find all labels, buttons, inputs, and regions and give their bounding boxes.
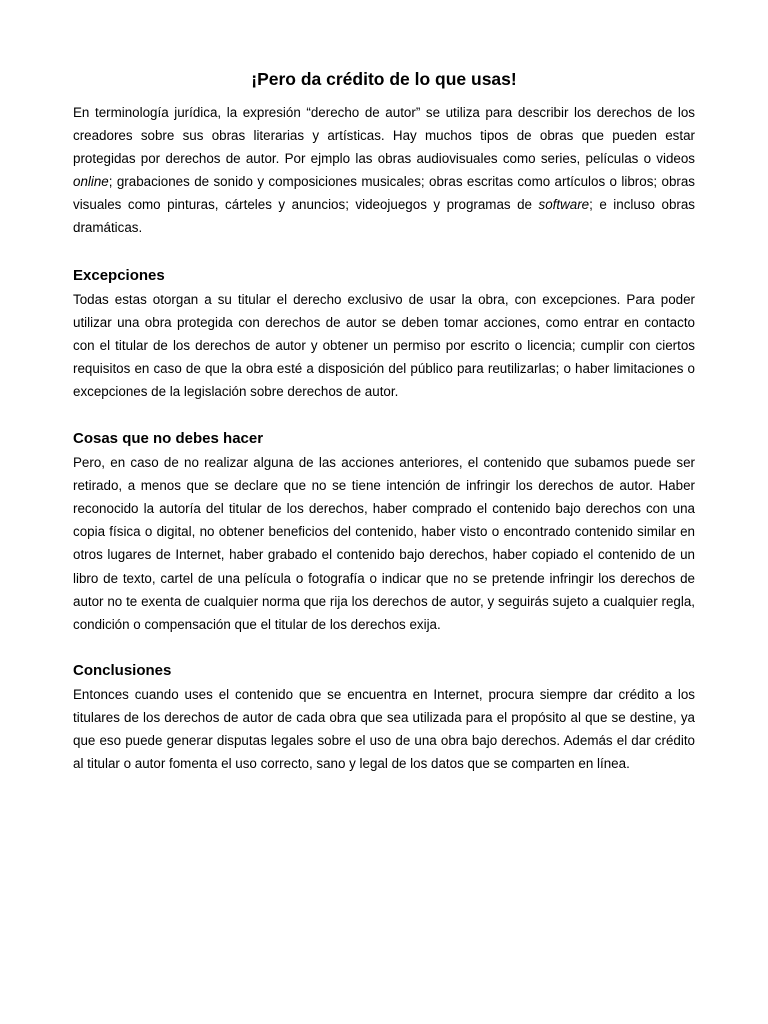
section-heading-conclusiones: Conclusiones [73, 661, 172, 679]
section-excepciones [73, 265, 695, 403]
intro-text-2: ; grabaciones de sonido y composiciones musicales; obras escritas como artículos o libros; obras visuales como pinturas, cárteles y anuncios; videojuegos y programas de [73, 174, 695, 213]
section-body-cosas-que-no-debes-hacer: Pero, en caso de no realizar alguna de las acciones anteriores, el contenido que subamos puede ser retirado, a menos que se declare que no se tiene intención de infringir los derechos de autor. Haber reconocido la autoría del titular de los derechos, haber comprado el contenido bajo derechos con una copia física o digital, no obtener beneficios del contenido, haber visto o encontrado contenido similar en otros lugares de Internet, haber grabado el contenido bajo derechos, haber copiado el contenido de un libro de texto, cartel de una película o fotografía o indicar que no se pretende infringir los derechos de autor no te exenta de cualquier norma que rija los derechos de autor, y seguirás sujeto a cualquier regla, condición o compensación que el titular de los derechos exija. [73, 455, 695, 632]
intro-text-1: En terminología jurídica, la expresión “derecho de autor” se utiliza para describir los derechos de los creadores sobre sus obras literarias y artísticas. Hay muchos tipos de obras que pueden estar protegidas por derechos de autor. Por ejmplo las obras audiovisuales como series, películas o videos [73, 105, 695, 167]
section-heading-excepciones: Excepciones [73, 266, 165, 284]
section-heading-cosas-que-no-debes-hacer: Cosas que no debes hacer [73, 430, 264, 448]
intro-italic-software: software [538, 197, 590, 213]
intro-italic-online: online [73, 174, 109, 190]
document-title: ¡Pero da crédito de lo que usas! [251, 69, 517, 89]
intro-text-3: ; e incluso obras dramáticas. [73, 197, 695, 236]
section-body-conclusiones: Entonces cuando uses el contenido que se encuentra en Internet, procura siempre dar crédito a los titulares de los derechos de autor de cada obra que sea utilizada para el propósito al que se destine, ya que eso puede generar disputas legales sobre el uso de una obra bajo derechos. Además el dar crédito al titular o autor fomenta el uso correcto, sano y legal de los datos que se comparten en línea. [73, 686, 695, 772]
intro-paragraph [73, 101, 695, 240]
section-cosas-que-no-debes-hacer [73, 428, 695, 636]
section-conclusiones [73, 660, 695, 775]
section-body-excepciones: Todas estas otorgan a su titular el derecho exclusivo de usar la obra, con excepciones. Para poder utilizar una obra protegida con derechos de autor se deben tomar acciones, como entrar en contacto con el titular de los derechos de autor y obtener un permiso por escrito o licencia; cumplir con ciertos requisitos en caso de que la obra esté a disposición del público para reutilizarlas; o haber limitaciones o excepciones de la legislación sobre derechos de autor. [73, 291, 695, 399]
